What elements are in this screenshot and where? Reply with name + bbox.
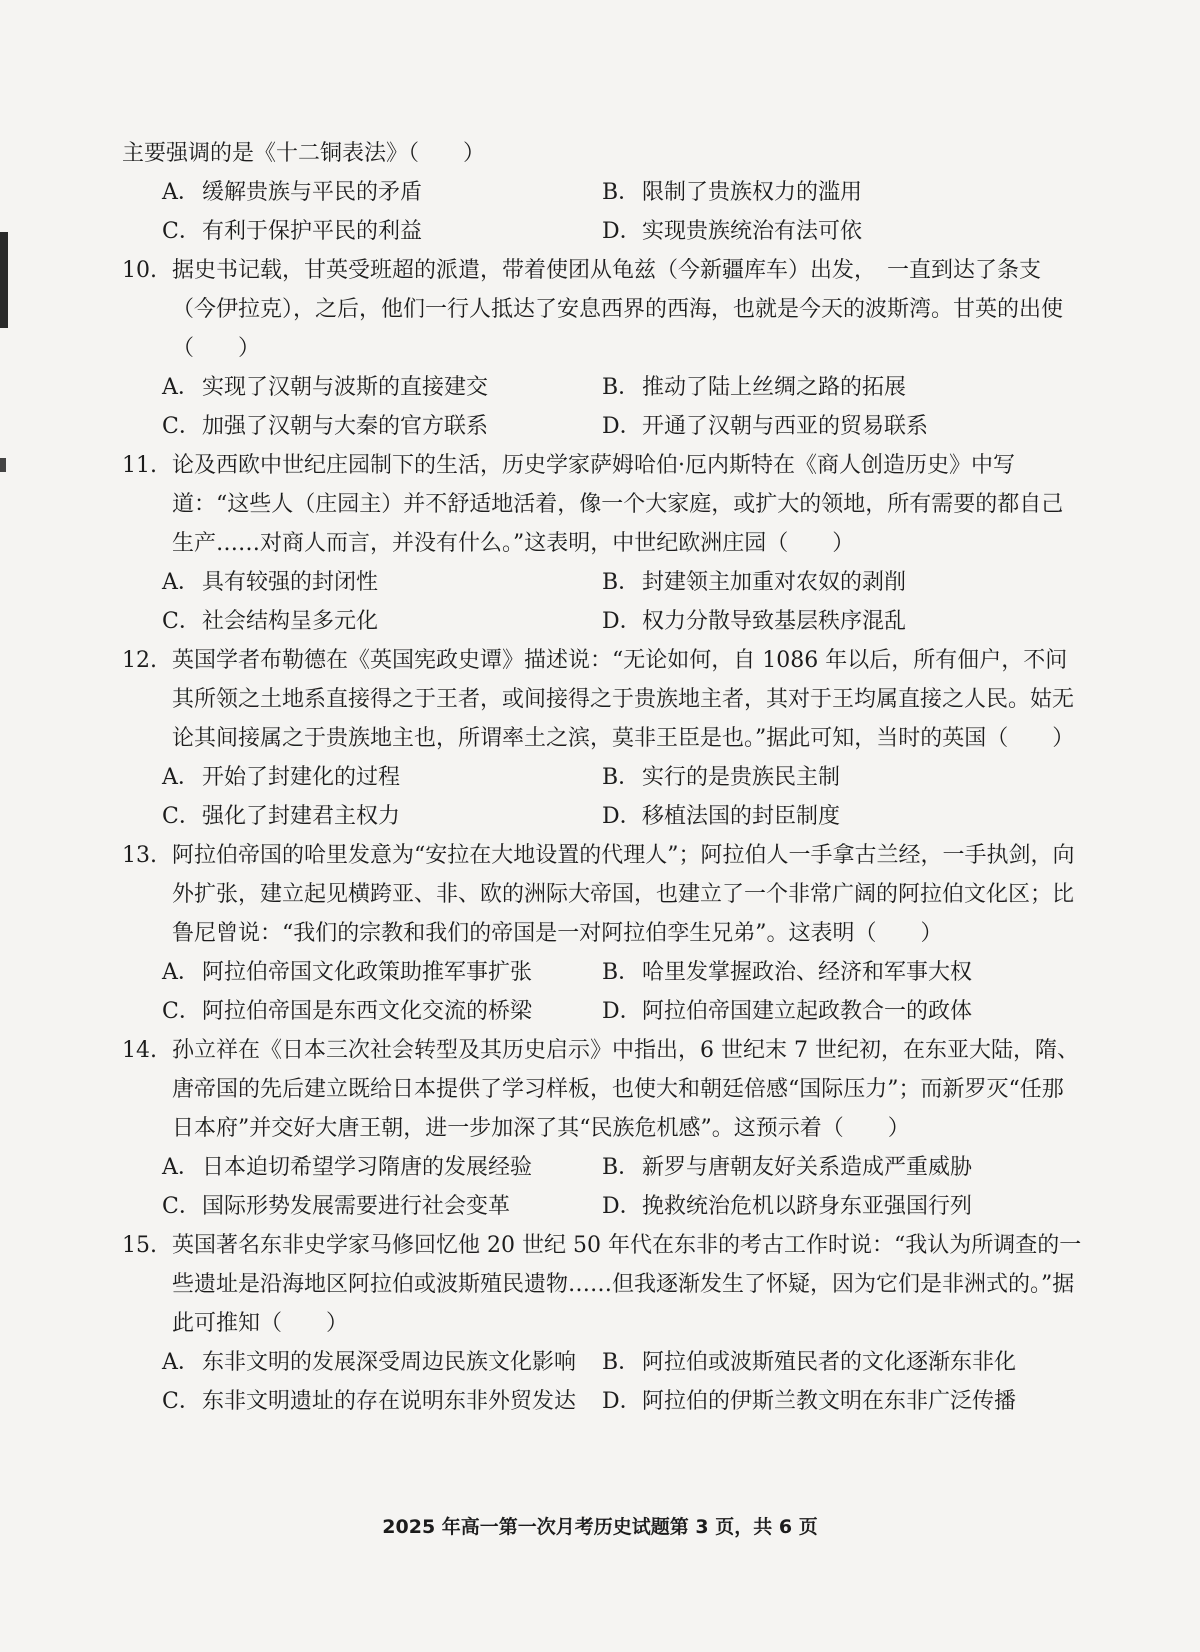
option-text: 阿拉伯或波斯殖民者的文化逐渐东非化 <box>642 1350 1017 1375</box>
options-row <box>162 563 1082 602</box>
options <box>122 953 1082 1031</box>
options-row <box>162 758 1082 797</box>
option-letter: C． <box>162 414 201 439</box>
option-letter: C． <box>162 1194 201 1219</box>
option-c: C． 有利于保护平民的利益 <box>162 219 423 244</box>
option-text: 社会结构呈多元化 <box>202 609 379 634</box>
question-number: 14. <box>122 1038 157 1063</box>
question-text: 论及西欧中世纪庄园制下的生活，历史学家萨姆哈伯·厄内斯特在《商人创造历史》中写道：“这些人（庄园主）并不舒适地活着，像一个大家庭，或扩大的领地，所有需要的都自己生产……对商人而言，并没有什么。”这表明，中世纪欧洲庄园（ ） <box>172 453 1064 556</box>
option-a <box>162 953 602 992</box>
option-b <box>602 758 840 797</box>
question-9-continued <box>122 134 1082 251</box>
option-d <box>602 407 928 446</box>
option-text: 东非文明的发展深受周边民族文化影响 <box>202 1350 577 1375</box>
option-letter: A． <box>162 375 200 400</box>
question-stem <box>122 1031 1082 1148</box>
option-text: 阿拉伯帝国文化政策助推军事扩张 <box>202 960 533 985</box>
options-row <box>162 407 1082 446</box>
option-text: 挽救统治危机以跻身东亚强国行列 <box>642 1194 973 1219</box>
option-letter: D． <box>602 609 642 634</box>
options <box>122 368 1082 446</box>
option-a <box>162 1343 602 1382</box>
question-text: 阿拉伯帝国的哈里发意为“安拉在大地设置的代理人”；阿拉伯人一手拿古兰经，一手执剑，向外扩张，建立起见横跨亚、非、欧的洲际大帝国，也建立了一个非常广阔的阿拉伯文化区；比鲁尼曾说：“我们的宗教和我们的帝国是一对阿拉伯孪生兄弟”。这表明（ ） <box>172 843 1075 946</box>
option-a <box>162 368 602 407</box>
option-letter: B． <box>602 375 641 400</box>
option-text: 开通了汉朝与西亚的贸易联系 <box>642 414 929 439</box>
question-list <box>122 251 1082 1421</box>
option-c <box>162 992 602 1031</box>
option-letter: D． <box>602 414 642 439</box>
option-text: 日本迫切希望学习隋唐的发展经验 <box>202 1155 533 1180</box>
question-stem <box>122 641 1082 758</box>
option-letter: D． <box>602 999 642 1024</box>
option-text: 东非文明遗址的存在说明东非外贸发达 <box>202 1389 577 1414</box>
option-c <box>162 1382 602 1421</box>
option-a <box>162 758 602 797</box>
option-text: 权力分散导致基层秩序混乱 <box>642 609 907 634</box>
question-number: 13. <box>122 843 157 868</box>
option-text: 移植法国的封臣制度 <box>642 804 841 829</box>
options-row <box>162 953 1082 992</box>
option-text: 阿拉伯帝国建立起政教合一的政体 <box>642 999 973 1024</box>
question-number: 10. <box>122 258 157 283</box>
option-text: 开始了封建化的过程 <box>202 765 401 790</box>
option-letter: C． <box>162 609 201 634</box>
question-text: 孙立祥在《日本三次社会转型及其历史启示》中指出，6 世纪末 7 世纪初，在东亚大陆，隋、唐帝国的先后建立既给日本提供了学习样板，也使大和朝廷倍感“国际压力”；而新罗灭“任那日本府”并交好大唐王朝，进一步加深了其“民族危机感”。这预示着（ ） <box>172 1038 1079 1141</box>
options-row <box>162 368 1082 407</box>
option-c <box>162 407 602 446</box>
option-d <box>602 1187 972 1226</box>
options <box>122 758 1082 836</box>
option-letter: A． <box>162 765 200 790</box>
option-letter: A． <box>162 1155 200 1180</box>
option-text: 强化了封建君主权力 <box>202 804 401 829</box>
question-10 <box>122 251 1082 446</box>
question-number: 11. <box>122 453 157 478</box>
options-row <box>162 173 1082 212</box>
option-letter: B． <box>602 960 641 985</box>
option-d <box>602 1382 1016 1421</box>
option-text: 实行的是贵族民主制 <box>642 765 841 790</box>
options-row <box>162 1187 1082 1226</box>
option-b <box>602 368 906 407</box>
question-number: 15. <box>122 1233 157 1258</box>
option-text: 阿拉伯帝国是东西文化交流的桥梁 <box>202 999 533 1024</box>
option-b <box>602 953 972 992</box>
option-letter: D． <box>602 804 642 829</box>
question-14 <box>122 1031 1082 1226</box>
options <box>122 173 1082 251</box>
option-text: 新罗与唐朝友好关系造成严重威胁 <box>642 1155 973 1180</box>
question-number: 12. <box>122 648 157 673</box>
option-b <box>602 1343 1016 1382</box>
option-a: A． 缓解贵族与平民的矛盾 <box>162 180 423 205</box>
options <box>122 563 1082 641</box>
page-footer: 2025 年高一第一次月考历史试题第 3 页，共 6 页 <box>382 1516 818 1538</box>
option-d: D． 实现贵族统治有法可依 <box>602 219 863 244</box>
option-letter: C． <box>162 999 201 1024</box>
question-stem <box>122 1226 1082 1343</box>
scan-edge-tick <box>0 458 6 472</box>
option-letter: B． <box>602 1350 641 1375</box>
question-text: 英国学者布勒德在《英国宪政史谭》描述说：“无论如何，自 1086 年以后，所有佃户，不问其所领之土地系直接得之于王者，或间接得之于贵族地主者，其对于王均属直接之人民。姑无论其间接属之于贵族地主也，所谓率土之滨，莫非王臣是也。”据此可知，当时的英国（ ） <box>172 648 1075 751</box>
options-row <box>162 212 1082 251</box>
option-text: 加强了汉朝与大秦的官方联系 <box>202 414 489 439</box>
question-12 <box>122 641 1082 836</box>
option-b <box>602 1148 972 1187</box>
question-15 <box>122 1226 1082 1421</box>
option-a <box>162 1148 602 1187</box>
options <box>122 1343 1082 1421</box>
option-text: 封建领主加重对农奴的剥削 <box>642 570 907 595</box>
option-c <box>162 797 602 836</box>
options-row <box>162 992 1082 1031</box>
option-letter: B． <box>602 570 641 595</box>
option-letter: A． <box>162 570 200 595</box>
option-letter: C． <box>162 804 201 829</box>
option-text: 国际形势发展需要进行社会变革 <box>202 1194 511 1219</box>
question-11 <box>122 446 1082 641</box>
option-text: 推动了陆上丝绸之路的拓展 <box>642 375 907 400</box>
option-text: 实现了汉朝与波斯的直接建交 <box>202 375 489 400</box>
options <box>122 1148 1082 1226</box>
option-d <box>602 992 972 1031</box>
option-letter: A． <box>162 960 200 985</box>
option-letter: D． <box>602 1194 642 1219</box>
options-row <box>162 1343 1082 1382</box>
options-row <box>162 1148 1082 1187</box>
scan-edge-mark <box>0 232 8 328</box>
option-text: 哈里发掌握政治、经济和军事大权 <box>642 960 973 985</box>
option-letter: D． <box>602 1389 642 1414</box>
options-row <box>162 602 1082 641</box>
option-letter: C． <box>162 1389 201 1414</box>
option-letter: B． <box>602 765 641 790</box>
option-letter: B． <box>602 1155 641 1180</box>
option-c <box>162 602 602 641</box>
option-d <box>602 602 906 641</box>
question-text: 据史书记载，甘英受班超的派遣，带着使团从龟兹（今新疆库车）出发， 一直到达了条支（今伊拉克），之后，他们一行人抵达了安息西界的西海，也就是今天的波斯湾。甘英的出使（ ） <box>172 258 1064 361</box>
options-row <box>162 1382 1082 1421</box>
page-content <box>122 134 1082 1421</box>
option-b: B． 限制了贵族权力的滥用 <box>602 180 863 205</box>
question-text: 英国著名东非史学家马修回忆他 20 世纪 50 年代在东非的考古工作时说：“我认为所调查的一些遗址是沿海地区阿拉伯或波斯殖民遗物……但我逐渐发生了怀疑，因为它们是非洲式的。”据此可推知（ ） <box>172 1233 1082 1336</box>
option-c <box>162 1187 602 1226</box>
option-d <box>602 797 840 836</box>
question-stem <box>122 446 1082 563</box>
option-a <box>162 563 602 602</box>
options-row <box>162 797 1082 836</box>
option-letter: A． <box>162 1350 200 1375</box>
option-text: 阿拉伯的伊斯兰教文明在东非广泛传播 <box>642 1389 1017 1414</box>
question-stem: 主要强调的是《十二铜表法》（ ） <box>122 141 486 166</box>
question-stem <box>122 836 1082 953</box>
question-stem <box>122 251 1082 368</box>
option-b <box>602 563 906 602</box>
option-text: 具有较强的封闭性 <box>202 570 379 595</box>
question-13 <box>122 836 1082 1031</box>
